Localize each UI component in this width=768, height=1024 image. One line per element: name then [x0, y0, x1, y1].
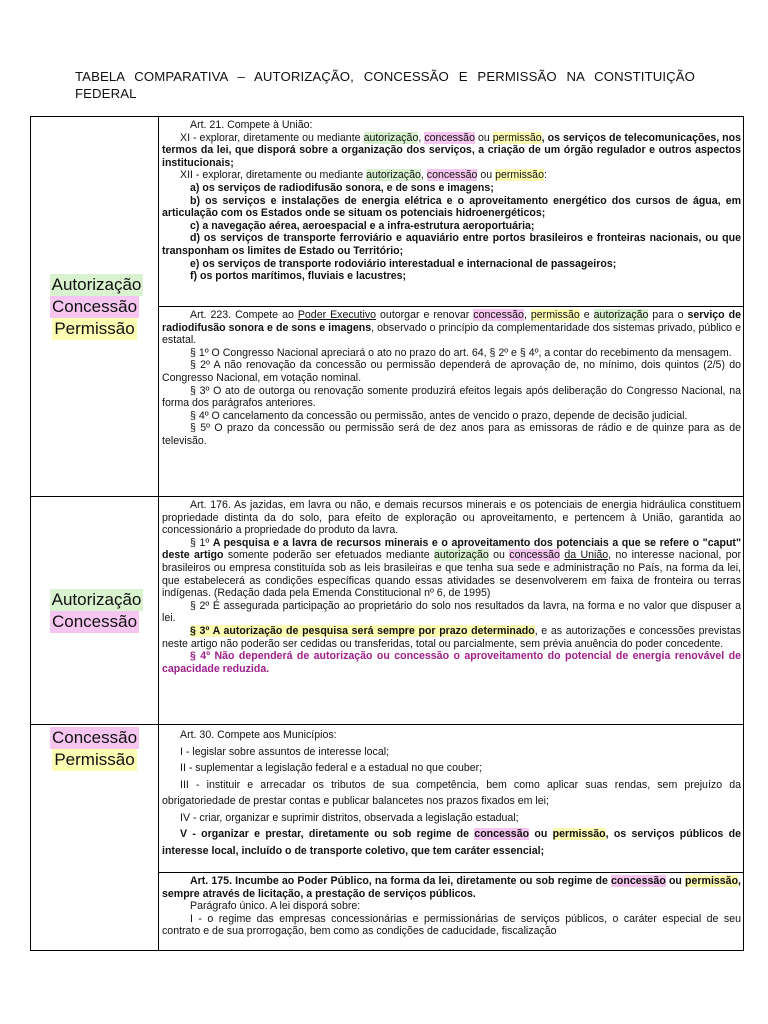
art223-p5: § 5º O prazo da concessão ou permissão será de dez anos para as emissoras de rádio e de quinze para as de televisão.	[162, 422, 741, 447]
art21-b: b) os serviços e instalações de energia elétrica e o aproveitamento energético dos cursos de água, em articulação com os Estados onde se situam os potenciais hidroenergéticos;	[162, 194, 741, 220]
art223-cell	[159, 307, 744, 497]
table-row	[31, 725, 744, 873]
label-cell-ac	[31, 497, 159, 725]
label-cell-cp	[31, 725, 159, 951]
table-row	[31, 117, 744, 307]
art30-cell	[159, 725, 744, 873]
art176-p1: § 1º A pesquisa e a lavra de recursos minerais e o aproveitamento dos potenciais a que se refere o "caput" deste artigo somente poderão ser efetuados mediante autorização ou concessão da União, no interesse nacional, por brasileiros ou empresa constituída sob as leis brasileiras e que tenha sua sede e administração no País, na forma da lei, que estabelecerá as condições específicas quando essas atividades se desenvolverem em faixa de fronteira ou terras indígenas. (Redação dada pela Emenda Constitucional nº 6, de 1995)	[162, 536, 742, 600]
art21-xi: XI - explorar, diretamente ou mediante autorização, concessão ou permissão, os serviços de telecomunicações, nos termos da lei, que disporá sobre a organização dos serviços, a criação de um órgão regulador e outros aspectos institucionais;	[162, 131, 742, 169]
label-permissao: Permissão	[54, 318, 135, 338]
art176-caput: Art. 176. As jazidas, em lavra ou não, e demais recursos minerais e os potenciais de energia hidráulica constituem propriedade distinta da do solo, para efeito de exploração ou aproveitamento, e pertencem à União, garantida ao concessionário a propriedade do produto da lavra.	[162, 499, 741, 537]
art176-p4: § 4º Não dependerá de autorização ou concessão o aproveitamento do potencial de energia renovável de capacidade reduzida.	[162, 650, 741, 675]
art176-p2: § 2º É assegurada participação ao proprietário do solo nos resultados da lavra, na forma e no valor que dispuser a lei.	[162, 599, 741, 625]
art21-e: e) os serviços de transporte rodoviário interestadual e internacional de passageiros;	[190, 257, 617, 270]
label-concessao: Concessão	[51, 296, 138, 316]
art30-i: I - legislar sobre assuntos de interesse local;	[180, 745, 390, 758]
art21-a: a) os serviços de radiodifusão sonora, e de sons e imagens;	[190, 181, 494, 194]
table-row	[31, 497, 744, 725]
art223-caput: Art. 223. Compete ao Poder Executivo outorgar e renovar concessão, permissão e autorização para o serviço de radiodifusão sonora e de sons e imagens, observado o princípio da complementaridade dos sistemas privado, público e estatal.	[162, 309, 741, 347]
art30-ii: II - suplementar a legislação federal e a estadual no que couber;	[180, 762, 483, 774]
art223-p1: § 1º O Congresso Nacional apreciará o ato no prazo do art. 64, § 2º e § 4º, a contar do recebimento da mensagem.	[190, 346, 732, 359]
art223-p3: § 3º O ato de outorga ou renovação somente produzirá efeitos legais após deliberação do Congresso Nacional, na forma dos parágrafos anteriores.	[162, 384, 741, 410]
label-autorizacao: Autorização	[51, 589, 142, 609]
art223-p2: § 2º A não renovação da concessão ou permissão dependerá de aprovação de, no mínimo, dois quintos (2/5) do Congresso Nacional, em votação nominal.	[162, 359, 741, 384]
label-concessao: Concessão	[51, 728, 138, 747]
art30-v: V - organizar e prestar, diretamente ou sob regime de concessão ou permissão, os serviços públicos de interesse local, incluído o de transporte coletivo, que tem caráter essencial;	[162, 828, 741, 857]
art21-f: f) os portos marítimos, fluviais e lacustres;	[190, 270, 407, 283]
comparison-table	[30, 116, 744, 951]
art21-caput: Art. 21. Compete à União:	[190, 119, 313, 131]
art30-iv: IV - criar, organizar e suprimir distritos, observada a legislação estadual;	[180, 811, 519, 824]
art30-caput: Art. 30. Compete aos Municípios:	[180, 729, 337, 741]
art175-caput: Art. 175. Incumbe ao Poder Público, na forma da lei, diretamente ou sob regime de concessão ou permissão, sempre através de licitação, a prestação de serviços públicos.	[162, 875, 741, 900]
art21-d: d) os serviços de transporte ferroviário e aquaviário entre portos brasileiros e fronteiras nacionais, ou que transponham os limites de Estado ou Território;	[162, 232, 741, 257]
art21-xii: XII - explorar, diretamente ou mediante autorização, concessão ou permissão:	[180, 169, 547, 182]
art223-p4: § 4º O cancelamento da concessão ou permissão, antes de vencido o prazo, depende de decisão judicial.	[190, 409, 688, 422]
art176-cell	[159, 497, 744, 725]
art175-cell	[159, 873, 744, 951]
art21-cell	[159, 117, 744, 307]
art176-p3: § 3º A autorização de pesquisa será sempre por prazo determinado, e as autorizações e concessões previstas neste artigo não poderão ser cedidas ou transferidas, total ou parcialmente, sem prévia anuência do poder concedente.	[162, 624, 742, 650]
label-autorizacao: Autorização	[51, 274, 142, 294]
document-title: TABELA COMPARATIVA – AUTORIZAÇÃO, CONCESSÃO E PERMISSÃO NA CONSTITUIÇÃO FEDERAL	[75, 69, 695, 101]
label-cell-apc	[31, 117, 159, 497]
label-permissao: Permissão	[54, 750, 135, 769]
art21-c: c) a navegação aérea, aeroespacial e a infra-estrutura aeroportuária;	[190, 219, 535, 232]
label-concessao: Concessão	[51, 611, 138, 631]
art175-paragrafo: Parágrafo único. A lei disporá sobre:	[190, 900, 361, 913]
art30-iii: III - instituir e arrecadar os tributos de sua competência, bem como aplicar suas rendas, sem prejuízo da obrigatoriedade de prestar contas e publicar balancetes nos prazos fixados em lei;	[162, 778, 741, 807]
art175-i: I - o regime das empresas concessionárias e permissionárias de serviços públicos, o caráter especial de seu contrato e de sua prorrogação, bem como as condições de caducidade, fiscalização	[162, 912, 741, 938]
